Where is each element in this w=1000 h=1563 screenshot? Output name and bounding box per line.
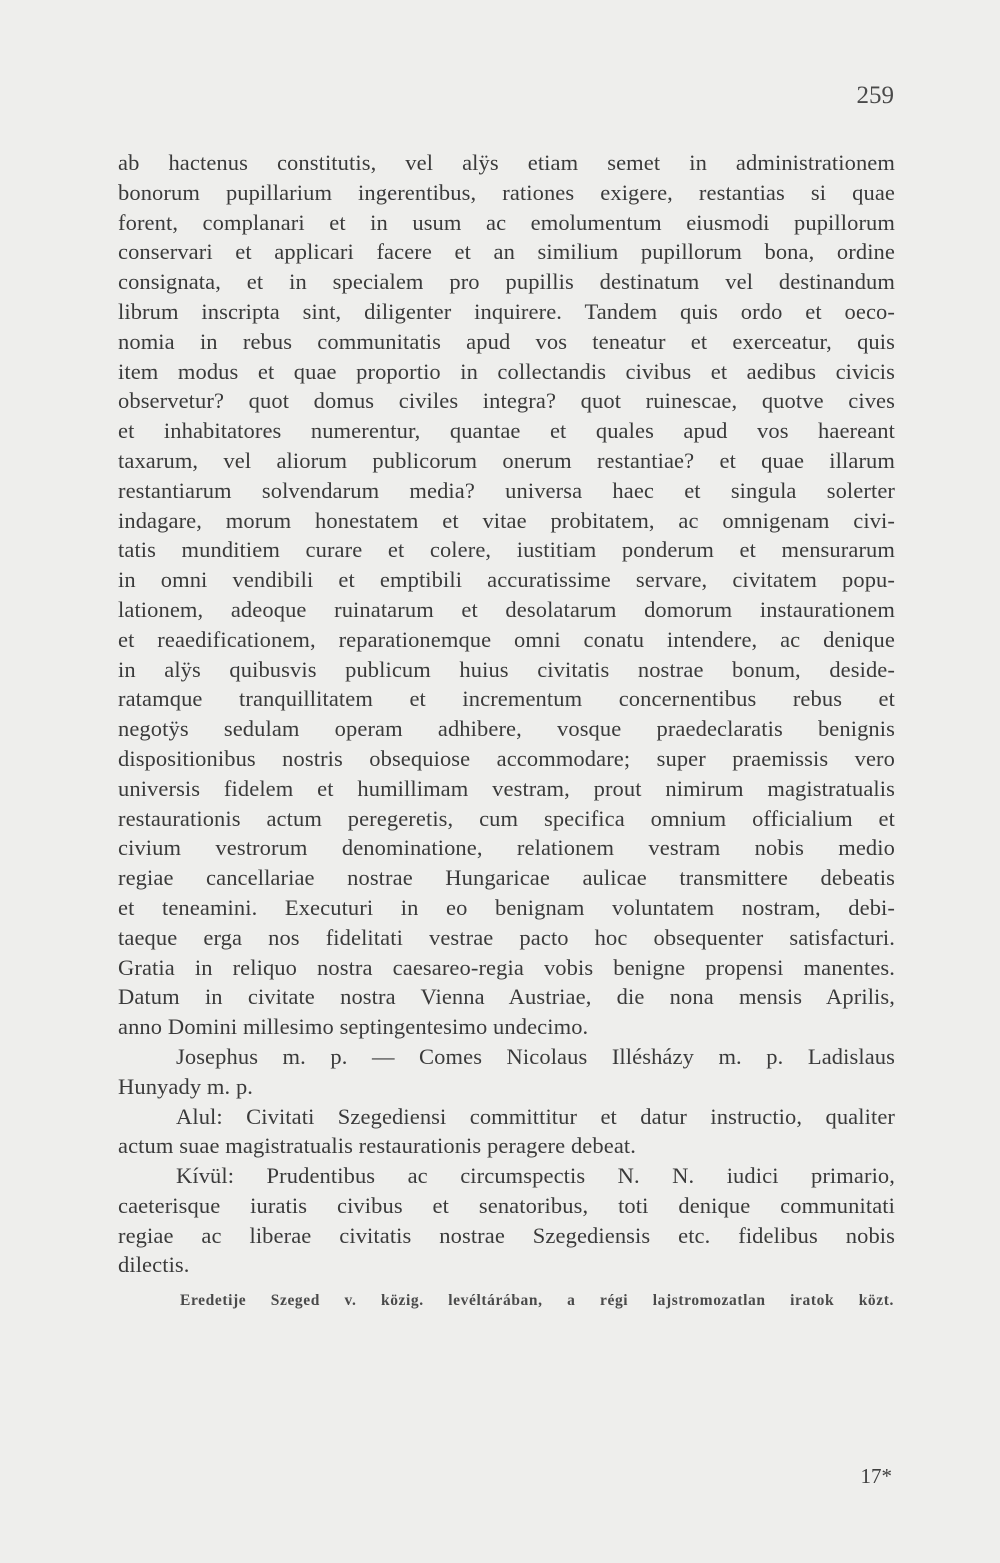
text-line: in alÿs quibusvis publicum huius civitatis nostrae bonum, deside- [118, 656, 895, 682]
address-line: caeterisque iuratis civibus et senatoribus, toti denique communitati [118, 1192, 895, 1218]
address-line: Kívül: Prudentibus ac circumspectis N. N. iudici primario, [176, 1163, 895, 1189]
text-line: regiae cancellariae nostrae Hungaricae aulicae transmittere debeatis [118, 865, 895, 891]
page-number-top: 259 [856, 82, 894, 109]
text-line: negotÿs sedulam operam adhibere, vosque praedeclaratis benignis [118, 716, 895, 742]
text-line: lationem, adeoque ruinatarum et desolatarum domorum instaurationem [118, 596, 895, 622]
text-line: librum inscripta sint, diligenter inquirere. Tandem quis ordo et oeco- [118, 298, 895, 324]
text-line: bonorum pupillarium ingerentibus, rationes exigere, restantias si quae [118, 179, 895, 205]
text-line: restaurationis actum peregeretis, cum specifica omnium officialium et [118, 805, 895, 831]
text-line: tatis munditiem curare et colere, iustitiam ponderum et mensurarum [118, 537, 895, 563]
text-line: et teneamini. Executuri in eo benignam voluntatem nostram, debi- [118, 894, 895, 920]
text-line: observetur? quot domus civiles integra? quot ruinescae, quotve cives [118, 388, 895, 414]
note-below-line: actum suae magistratualis restaurationis peragere debeat. [118, 1133, 636, 1159]
text-line: et inhabitatores numerentur, quantae et quales apud vos haereant [118, 418, 895, 444]
text-line: nomia in rebus communitatis apud vos teneatur et exerceatur, quis [118, 328, 895, 354]
text-line: taeque erga nos fidelitati vestrae pacto hoc obsequenter satisfacturi. [118, 924, 895, 950]
signature-line: Hunyady m. p. [118, 1073, 254, 1099]
text-line: Gratia in reliquo nostra caesareo-regia vobis benigne propensi manentes. [118, 954, 895, 980]
text-line: civium vestrorum denominatione, relationem vestram nobis medio [118, 835, 895, 861]
text-line: in omni vendibili et emptibili accuratissime servare, civitatem popu- [118, 567, 895, 593]
text-line: dispositionibus nostris obsequiose accommodare; super praemissis vero [118, 745, 895, 771]
text-line: taxarum, vel aliorum publicorum onerum restantiae? et quae illarum [118, 447, 895, 473]
source-note: Eredetije Szeged v. közig. levéltárában, a régi lajstromozatlan iratok közt. [180, 1292, 894, 1309]
address-line: regiae ac liberae civitatis nostrae Szegediensis etc. fidelibus nobis [118, 1222, 895, 1248]
document-body [118, 148, 895, 1280]
text-line: et reaedificationem, reparationemque omni conatu intendere, ac denique [118, 626, 895, 652]
text-line: item modus et quae proportio in collectandis civibus et aedibus civicis [118, 358, 895, 384]
note-below-line: Alul: Civitati Szegediensi committitur et datur instructio, qualiter [176, 1103, 895, 1129]
text-line: anno Domini millesimo septingentesimo undecimo. [118, 1014, 589, 1040]
text-line: Datum in civitate nostra Vienna Austriae, die nona mensis Aprilis, [118, 984, 895, 1010]
text-line: ratamque tranquillitatem et incrementum concernentibus rebus et [118, 686, 895, 712]
address-line: dilectis. [118, 1252, 190, 1278]
signature-line: Josephus m. p. — Comes Nicolaus Illésházy m. p. Ladislaus [176, 1043, 895, 1069]
text-line: restantiarum solvendarum media? universa haec et singula solerter [118, 477, 895, 503]
text-line: universis fidelem et humillimam vestram, prout nimirum magistratualis [118, 775, 895, 801]
text-line: forent, complanari et in usum ac emolumentum eiusmodi pupillorum [118, 209, 895, 235]
text-line: consignata, et in specialem pro pupillis destinatum vel destinandum [118, 269, 895, 295]
text-line: indagare, morum honestatem et vitae probitatem, ac omnigenam civi- [118, 507, 895, 533]
text-line: ab hactenus constitutis, vel alÿs etiam semet in administrationem [118, 150, 895, 175]
text-line: conservari et applicari facere et an similium pupillorum bona, ordine [118, 239, 895, 265]
signature-mark: 17* [860, 1464, 892, 1488]
